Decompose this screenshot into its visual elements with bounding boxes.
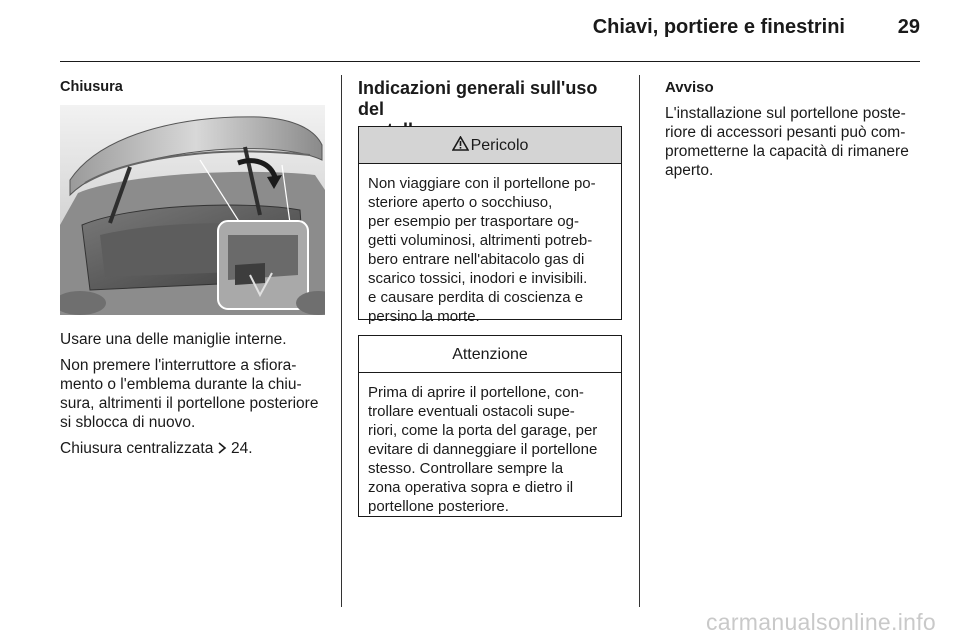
paragraph-line: sura, altrimenti il portellone posteriore	[60, 395, 319, 412]
box-line: portellone posteriore.	[368, 498, 509, 515]
danger-box	[358, 126, 622, 325]
left-column-text	[60, 330, 330, 465]
paragraph-handles: Usare una delle maniglie interne.	[60, 331, 287, 348]
box-line: scarico tossici, inodori e invisibili.	[368, 270, 588, 287]
tailgate-illustration	[60, 105, 325, 315]
box-line: steriore aperto o socchiuso,	[368, 194, 553, 211]
cross-reference-page: 24.	[230, 440, 253, 457]
box-line: riori, come la porta del garage, per	[368, 422, 598, 439]
section-heading-avviso: Avviso	[665, 79, 714, 96]
box-line: Prima di aprire il portellone, con-	[368, 384, 584, 401]
box-line: evitare di danneggiare il portellone	[368, 441, 598, 458]
paragraph-line: riore di accessori pesanti può com-	[665, 124, 906, 141]
box-line: e causare perdita di coscienza e	[368, 289, 584, 306]
page-number: 29	[897, 16, 920, 38]
paragraph-line: prometterne la capacità di rimanere	[665, 143, 909, 160]
column-divider-left	[341, 75, 342, 607]
arrow-reference-icon	[218, 440, 231, 457]
cross-reference-text: Chiusura centralizzata	[60, 440, 214, 457]
paragraph-line: si sblocca di nuovo.	[60, 414, 196, 431]
box-line: stesso. Controllare sempre la	[368, 460, 564, 477]
right-column	[665, 78, 935, 187]
danger-box-body	[359, 164, 621, 325]
paragraph-note	[665, 104, 935, 180]
box-line: persino la morte.	[368, 308, 480, 325]
paragraph-warning	[60, 356, 330, 432]
left-column	[60, 78, 328, 104]
watermark: carmanualsonline.info	[705, 609, 936, 635]
caution-box	[358, 335, 622, 517]
box-line: zona operativa sopra e dietro il	[368, 479, 574, 496]
warning-triangle-icon	[452, 127, 469, 165]
column-divider-right	[639, 75, 640, 607]
caution-box-body	[359, 373, 621, 516]
box-line: bero entrare nell'abitacolo gas di	[368, 251, 585, 268]
danger-box-header	[359, 127, 621, 164]
box-line: trollare eventuali ostacoli supe-	[368, 403, 575, 420]
danger-box-title: Pericolo	[470, 137, 529, 154]
box-line: getti voluminosi, altrimenti potreb-	[368, 232, 593, 249]
paragraph-line: aperto.	[665, 162, 714, 179]
cross-reference[interactable]	[60, 439, 330, 458]
paragraph-line: mento o l'emblema durante la chiu-	[60, 376, 302, 393]
paragraph-line: L'installazione sul portellone poste-	[665, 105, 906, 122]
section-heading-chiusura: Chiusura	[60, 79, 123, 95]
heading-line: Indicazioni generali sull'uso del	[358, 78, 598, 119]
caution-box-header: Attenzione	[359, 336, 621, 373]
header-divider	[60, 61, 920, 62]
paragraph-line: Non premere l'interruttore a sfiora-	[60, 357, 297, 374]
box-line: Non viaggiare con il portellone po-	[368, 175, 596, 192]
page-header-title: Chiavi, portiere e finestrini	[592, 16, 845, 38]
box-line: per esempio per trasportare og-	[368, 213, 579, 230]
